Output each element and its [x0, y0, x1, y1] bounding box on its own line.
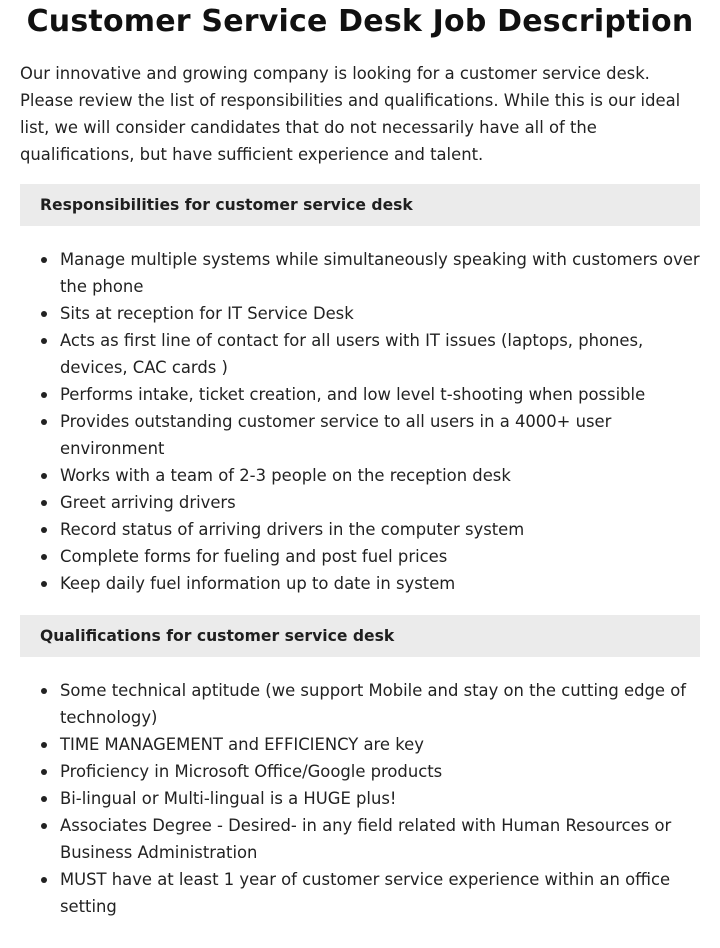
- list-item-text: Keep daily fuel information up to date in system: [60, 574, 456, 593]
- bullet-icon: [41, 688, 47, 694]
- list-item-text: Greet arriving drivers: [60, 493, 236, 512]
- list-item-text: Record status of arriving drivers in the computer system: [60, 520, 525, 539]
- list-item: [40, 516, 700, 543]
- list-item: [40, 758, 700, 785]
- list-item-text: Proficiency in Microsoft Office/Google products: [60, 762, 443, 781]
- bullet-icon: [41, 311, 47, 317]
- bullet-icon: [41, 877, 47, 883]
- qualifications-list: [20, 677, 700, 920]
- list-item: [40, 381, 700, 408]
- list-item-text: Acts as first line of contact for all users with IT issues (laptops, phones, devices, CAC cards ): [60, 331, 644, 377]
- bullet-icon: [41, 554, 47, 560]
- bullet-icon: [41, 419, 47, 425]
- list-item: [40, 570, 700, 597]
- list-item: [40, 462, 700, 489]
- list-item: [40, 785, 700, 812]
- bullet-icon: [41, 473, 47, 479]
- bullet-icon: [41, 500, 47, 506]
- list-item-text: Bi-lingual or Multi-lingual is a HUGE plus!: [60, 789, 397, 808]
- list-item: [40, 731, 700, 758]
- list-item: [40, 327, 700, 381]
- list-item-text: Some technical aptitude (we support Mobile and stay on the cutting edge of technology): [60, 681, 687, 727]
- list-item: [40, 489, 700, 516]
- bullet-icon: [41, 581, 47, 587]
- list-item: [40, 408, 700, 462]
- bullet-icon: [41, 257, 47, 263]
- list-item: [40, 246, 700, 300]
- bullet-icon: [41, 392, 47, 398]
- list-item-text: Provides outstanding customer service to all users in a 4000+ user environment: [60, 412, 612, 458]
- intro-paragraph: Our innovative and growing company is looking for a customer service desk. Please review the list of responsibilities and qualifications. While this is our ideal list, we will consider candidates that do not necessarily have all of the qualifications, but have sufficient experience and talent.: [20, 64, 681, 164]
- qualifications-heading: Qualifications for customer service desk: [20, 615, 700, 657]
- list-item: [40, 812, 700, 866]
- list-item: [40, 677, 700, 731]
- list-item-text: Associates Degree - Desired- in any field related with Human Resources or Business Administration: [60, 816, 672, 862]
- list-item: [40, 543, 700, 570]
- bullet-icon: [41, 823, 47, 829]
- list-item-text: TIME MANAGEMENT and EFFICIENCY are key: [60, 735, 424, 754]
- list-item-text: Performs intake, ticket creation, and low level t-shooting when possible: [60, 385, 646, 404]
- bullet-icon: [41, 338, 47, 344]
- bullet-icon: [41, 742, 47, 748]
- list-item-text: MUST have at least 1 year of customer service experience within an office setting: [60, 870, 671, 916]
- bullet-icon: [41, 796, 47, 802]
- list-item-text: Complete forms for fueling and post fuel prices: [60, 547, 448, 566]
- responsibilities-list: [20, 246, 700, 597]
- list-item-text: Manage multiple systems while simultaneously speaking with customers over the phone: [60, 250, 700, 296]
- bullet-icon: [41, 769, 47, 775]
- page-title: Customer Service Desk Job Description: [26, 4, 694, 39]
- responsibilities-heading: Responsibilities for customer service desk: [20, 184, 700, 226]
- list-item: [40, 300, 700, 327]
- list-item-text: Sits at reception for IT Service Desk: [60, 304, 354, 323]
- list-item-text: Works with a team of 2-3 people on the reception desk: [60, 466, 511, 485]
- bullet-icon: [41, 527, 47, 533]
- list-item: [40, 866, 700, 920]
